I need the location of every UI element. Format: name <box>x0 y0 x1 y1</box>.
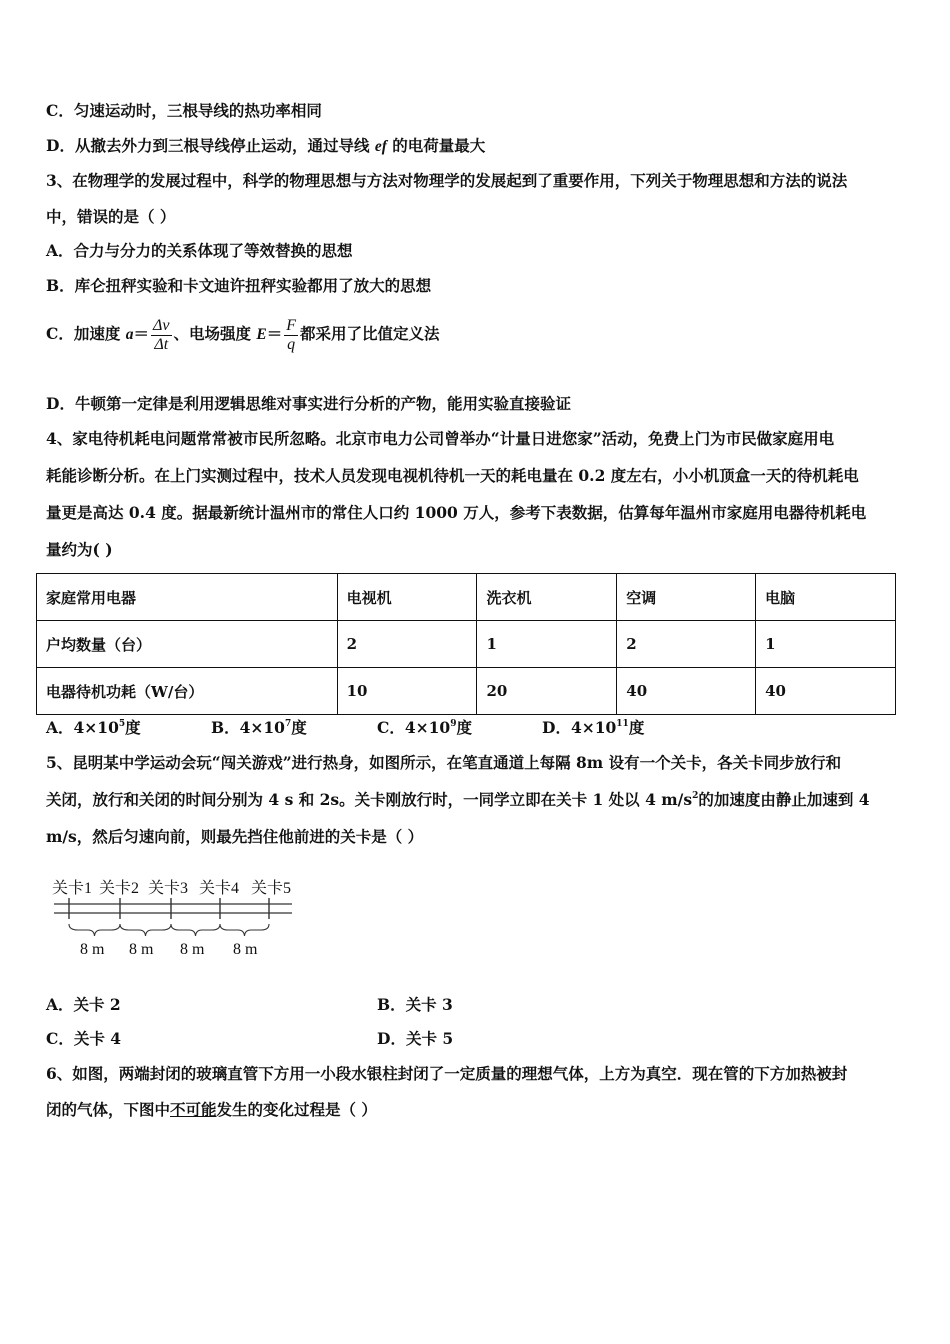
gate-label: 关卡3 <box>148 880 189 897</box>
q4-option-a-label: A．4×10 <box>46 718 119 737</box>
distance-brace <box>220 924 269 936</box>
q2-option-d-var: ef <box>374 138 387 155</box>
q5-option-d: D．关卡 5 <box>377 1029 454 1048</box>
q4-option-c-exp: 9 <box>450 719 457 729</box>
q6-stem-line2-pre: 闭的气体，下图中 <box>46 1100 171 1119</box>
q3-frac2-den: q <box>284 335 298 354</box>
q3-option-b: B．库仑扭秤实验和卡文迪许扭秤实验都用了放大的思想 <box>46 276 432 295</box>
q3-frac1-den: Δt <box>151 335 172 354</box>
table-header-cell: 空调 <box>617 574 756 621</box>
q3-stem-line1: 3、在物理学的发展过程中，科学的物理思想与方法对物理学的发展起到了重要作用，下列关于物理思想和方法的说法 <box>46 171 848 190</box>
q3-frac1-num: Δv <box>153 316 170 334</box>
distance-label: 8 m <box>129 941 154 958</box>
q5-stem-line3: m/s，然后匀速向前，则最先挡住他前进的关卡是（ ） <box>46 827 424 846</box>
table-row <box>37 621 896 668</box>
q4-option-c-label: C．4×10 <box>377 718 451 737</box>
table-row <box>37 668 896 715</box>
q4-option-b <box>211 718 307 738</box>
gate-label: 关卡5 <box>251 880 292 897</box>
q2-option-d-pre: D．从撤去外力到三根导线停止运动，通过导线 <box>46 136 375 155</box>
q4-stem-line2: 耗能诊断分析。在上门实测过程中，技术人员发现电视机待机一天的耗电量在 0.2 度左右，小小机顶盒一天的待机耗电 <box>46 466 859 485</box>
q4-option-d-unit: 度 <box>628 718 645 737</box>
q4-option-d <box>542 718 644 738</box>
table-cell: 2 <box>337 621 477 668</box>
table-cell: 电器待机功耗（W/台） <box>37 668 338 715</box>
gate-label: 关卡2 <box>99 880 140 897</box>
q4-option-b-label: B．4×10 <box>211 718 285 737</box>
q6-underlined-text: 不可能 <box>170 1100 217 1119</box>
q4-option-b-exp: 7 <box>284 719 292 729</box>
distance-brace <box>69 924 120 936</box>
gate-label: 关卡4 <box>199 880 240 897</box>
table-header-cell: 家庭常用电器 <box>37 574 338 621</box>
q4-data-table <box>36 573 896 715</box>
q4-option-b-unit: 度 <box>291 718 307 737</box>
q3-fraction-acceleration <box>151 317 172 354</box>
table-cell: 1 <box>477 621 617 668</box>
q3-option-a: A．合力与分力的关系体现了等效替换的思想 <box>46 241 353 260</box>
q3-var-a: a <box>125 326 134 343</box>
q6-stem-line1: 6、如图，两端封闭的玻璃直管下方用一小段水银柱封闭了一定质量的理想气体，上方为真空．现在管的下方加热被封 <box>46 1064 848 1083</box>
table-header-cell: 洗衣机 <box>477 574 617 621</box>
q3-option-c-post: 都采用了比值定义法 <box>300 324 440 343</box>
table-header-row <box>37 574 896 621</box>
q4-option-a-unit: 度 <box>125 718 141 737</box>
q3-option-c <box>46 314 440 355</box>
q3-option-c-mid: 、电场强度 <box>173 324 257 343</box>
table-cell: 1 <box>756 621 896 668</box>
q5-stem-line2-pre: 关闭，放行和关闭的时间分别为 4 s 和 2s。关卡刚放行时，一同学立即在关卡 1 处以 4 m/s <box>46 790 693 809</box>
q4-option-d-exp: 11 <box>616 719 629 729</box>
q3-frac2-num: F <box>286 316 297 334</box>
q5-stem-line2-post: 的加速度由静止加速到 4 <box>698 790 870 809</box>
q3-var-e: E <box>256 326 267 343</box>
q6-stem-line2 <box>46 1100 377 1120</box>
table-cell: 40 <box>756 668 896 715</box>
table-cell: 户均数量（台） <box>37 621 338 668</box>
q3-option-c-pre: C．加速度 <box>46 324 126 343</box>
q4-option-d-label: D．4×10 <box>542 718 617 737</box>
distance-brace <box>171 924 220 936</box>
distance-label: 8 m <box>233 941 258 958</box>
distance-label: 8 m <box>180 941 205 958</box>
table-cell: 20 <box>477 668 617 715</box>
table-header-cell: 电脑 <box>756 574 896 621</box>
q2-option-c: C．匀速运动时，三根导线的热功率相同 <box>46 101 322 120</box>
q5-stem-line1: 5、昆明某中学运动会玩“闯关游戏”进行热身，如图所示，在笔直通道上每隔 8m 设有一个关卡，各关卡同步放行和 <box>46 753 842 772</box>
table-header-cell: 电视机 <box>337 574 477 621</box>
q3-stem-line2: 中，错误的是（ ） <box>46 207 176 226</box>
q4-stem-line3: 量更是高达 0.4 度。据最新统计温州市的常住人口约 1000 万人，参考下表数据，估算每年温州市家庭用电器待机耗电 <box>46 503 867 522</box>
q5-stem-line2 <box>46 790 870 810</box>
q5-option-b: B．关卡 3 <box>377 995 453 1014</box>
q4-option-a-exp: 5 <box>118 719 126 729</box>
table-cell: 10 <box>337 668 477 715</box>
q3-eq1: ＝ <box>133 324 149 343</box>
q3-option-d: D．牛顿第一定律是利用逻辑思维对事实进行分析的产物，能用实验直接验证 <box>46 394 571 413</box>
q4-option-c-unit: 度 <box>456 718 472 737</box>
q5-gate-diagram <box>48 868 308 968</box>
distance-label: 8 m <box>80 941 105 958</box>
q2-option-d-post: 的电荷量最大 <box>386 136 486 155</box>
q4-stem-line1: 4、家电待机耗电问题常常被市民所忽略。北京市电力公司曾举办“计量日进您家”活动，免费上门为市民做家庭用电 <box>46 429 835 448</box>
q4-option-a <box>46 718 141 738</box>
q5-stem-line2-sup: 2 <box>692 791 699 801</box>
q4-option-c <box>377 718 472 738</box>
gate-label: 关卡1 <box>52 880 93 897</box>
q3-eq2: ＝ <box>266 324 283 343</box>
distance-brace <box>120 924 171 936</box>
q5-option-c: C．关卡 4 <box>46 1029 122 1048</box>
q5-option-a: A．关卡 2 <box>46 995 121 1014</box>
q2-option-d <box>46 136 485 157</box>
q3-fraction-field <box>284 317 298 354</box>
q4-stem-line4: 量约为( ) <box>46 540 113 559</box>
q6-stem-line2-post: 发生的变化过程是（ ） <box>216 1100 377 1119</box>
table-cell: 40 <box>617 668 756 715</box>
table-cell: 2 <box>617 621 756 668</box>
